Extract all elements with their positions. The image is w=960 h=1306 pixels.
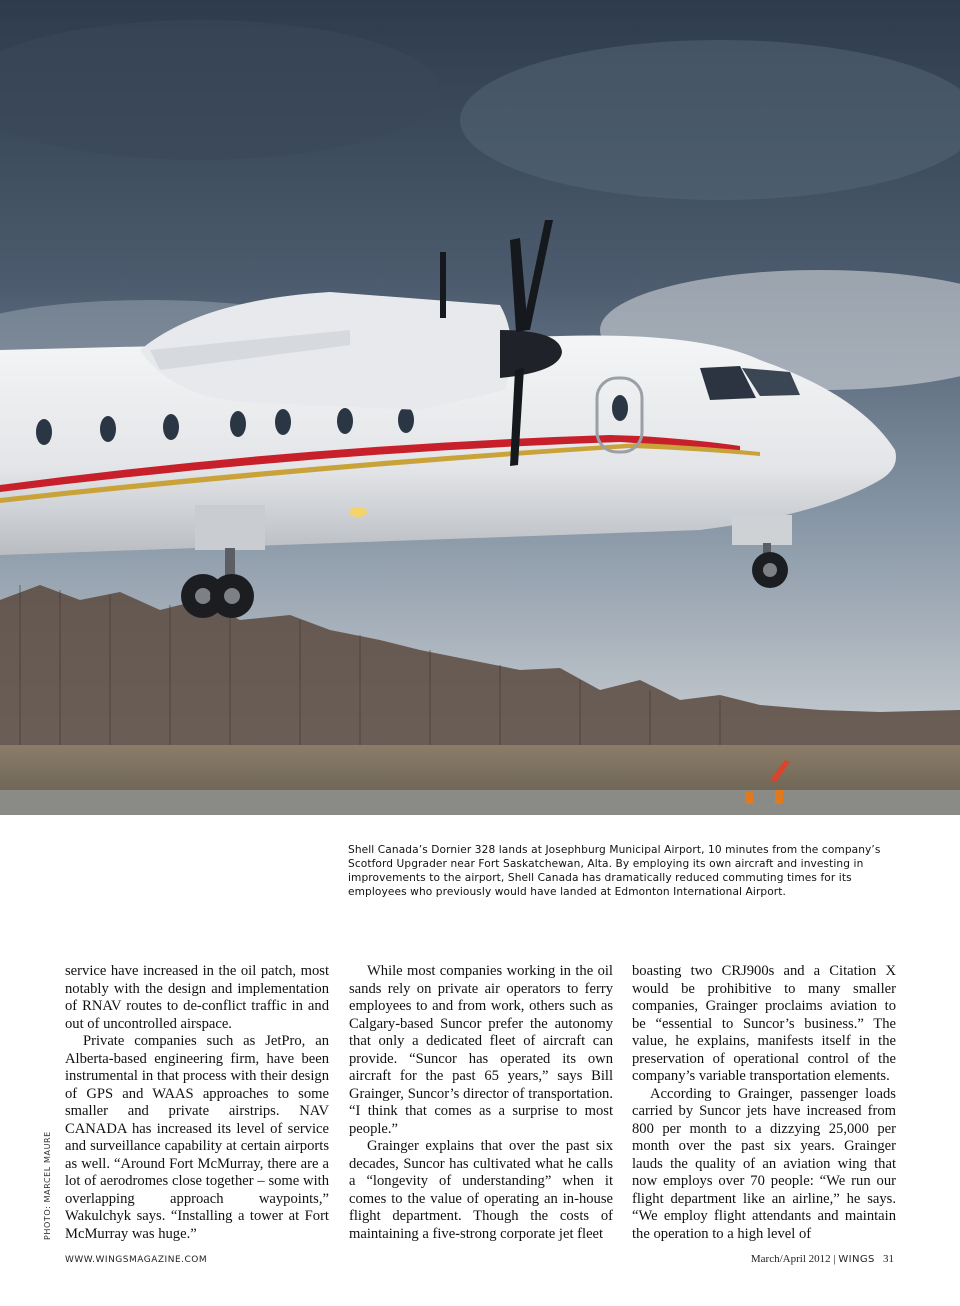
folio-separator: | [833, 1253, 836, 1265]
page-number: 31 [883, 1253, 894, 1265]
article-column-2 [349, 963, 613, 1243]
magazine-name: WINGS [838, 1254, 875, 1265]
paragraph: boasting two CRJ900s and a Citation X would be prohibitive to many smaller companies, Grainger proclaims aviation to be “essential to Suncor’s business.” The value, he explains, manifests itself in the preservation of operational control of the company’s variable transportation elements. [632, 963, 896, 1084]
folio [751, 1253, 894, 1265]
article-column-1 [65, 963, 329, 1243]
photo-caption: Shell Canada’s Dornier 328 lands at Josephburg Municipal Airport, 10 minutes from the company’s Scotford Upgrader near Fort Saskatchewan, Alta. By employing its own aircraft and investing in improvements to the airport, Shell Canada has dramatically reduced commuting times for its employees who previously would have landed at Edmonton International Airport. [348, 844, 881, 898]
paragraph: service have increased in the oil patch, most notably with the design and implementation of RNAV routes to de-conflict traffic in and out of uncontrolled airspace. [65, 963, 329, 1032]
article-column-3 [632, 963, 896, 1243]
paragraph: While most companies working in the oil sands rely on private air operators to ferry employees to and from work, others such as Calgary-based Suncor prefer the autonomy that only a dedicated fleet of aircraft can provide. “Suncor has operated its own aircraft for the past 65 years,” says Bill Grainger, Suncor’s director of transportation. “I think that comes as a surprise to most people.” [349, 963, 613, 1137]
website-url: WWW.WINGSMAGAZINE.COM [65, 1255, 208, 1265]
paragraph: Private companies such as JetPro, an Alberta-based engineering firm, have been instrumental in that process with their design of GPS and WAAS approaches to some smaller and private airstrips. NAV CANADA has increased its level of service and surveillance capability at certain airports as well. “Around Fort McMurray, there are a lot of aerodromes close together – some with overlapping approach waypoints,” Wakulchyk says. “Installing a tower at Fort McMurray was huge.” [65, 1033, 329, 1242]
photo-credit: PHOTO: MARCEL MAURE [43, 1131, 52, 1240]
paragraph: According to Grainger, passenger loads carried by Suncor jets have increased from 800 per month to a dizzying 25,000 per month over the past six years. Grainger lauds the quality of an aviation wing that now employs over 70 people: “We run our flight department like an airline,” he says. “We employ flight attendants and maintain the operation to a high level of [632, 1085, 896, 1242]
paragraph: Grainger explains that over the past six decades, Suncor has cultivated what he calls a “longevity of understanding” when it comes to the value of operating an in-house flight department. Though the costs of maintaining a five-strong corporate jet fleet [349, 1138, 613, 1242]
issue-date: March/April 2012 [750, 1253, 831, 1265]
